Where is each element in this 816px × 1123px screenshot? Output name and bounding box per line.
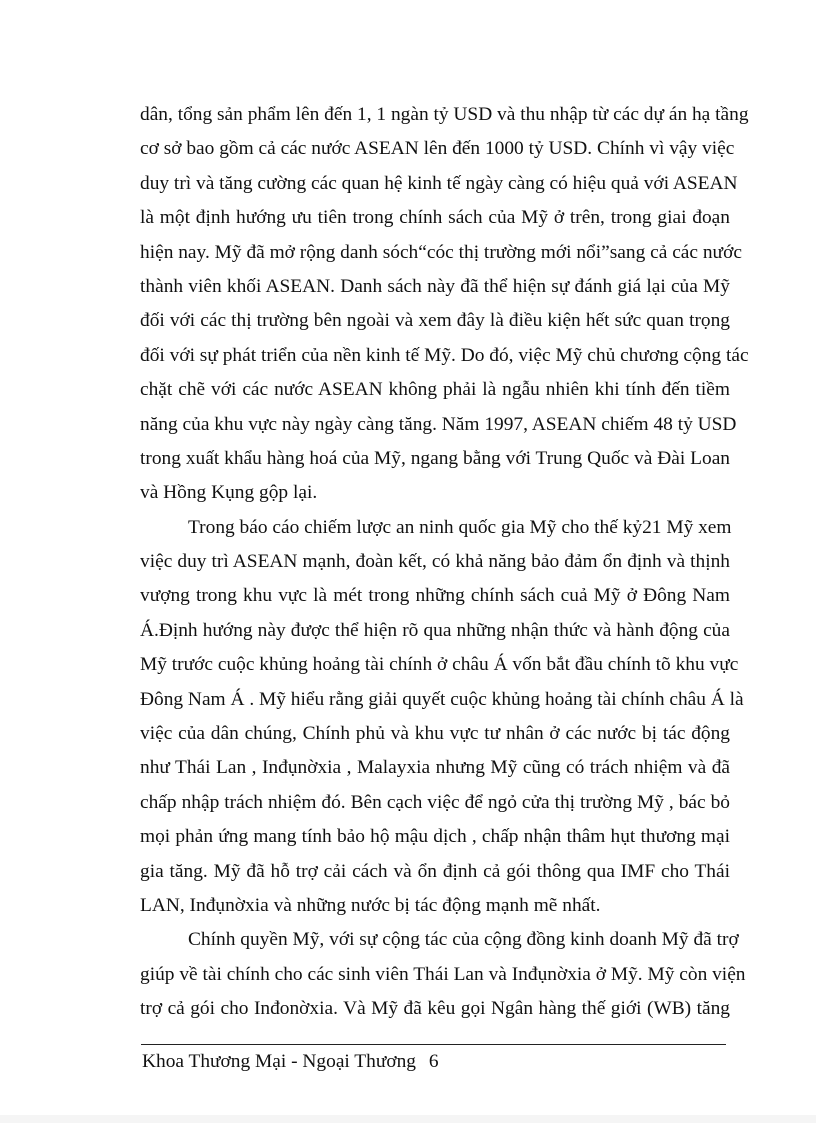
text-line-27: trợ cả gói cho Inđonờxia. Và Mỹ đã kêu gọi Ngân hàng thế giới (WB) tăng [140, 998, 730, 1020]
text-line-23: gia tăng. Mỹ đã hỗ trợ cải cách và ổn định cả gói thông qua IMF cho Thái [140, 860, 730, 882]
text-line-14: việc duy trì ASEAN mạnh, đoàn kết, có khả năng bảo đảm ổn định và thịnh [140, 551, 730, 573]
text-line-15: vượng trong khu vực là mét trong những chính sách cuả Mỹ ở Đông Nam [140, 585, 730, 607]
text-line-6: thành viên khối ASEAN. Danh sách này đã thể hiện sự đánh giá lại của Mỹ [140, 275, 730, 297]
text-line-2: cơ sở bao gồm cả các nước ASEAN lên đến 1000 tỷ USD. Chính vì vậy việc [140, 138, 735, 160]
text-line-4: là một định hướng ưu tiên trong chính sách của Mỹ ở trên, trong giai đoạn [140, 207, 730, 229]
body-text [140, 98, 749, 1027]
text-line-11: trong xuất khẩu hàng hoá của Mỹ, ngang bằng với Trung Quốc và Đài Loan [140, 447, 730, 469]
footer-department: Khoa Thương Mại - Ngoại Thương [142, 1051, 417, 1072]
text-line-22: mọi phản ứng mang tính bảo hộ mậu dịch , chấp nhận thâm hụt thương mại [140, 826, 730, 848]
text-line-5: hiện nay. Mỹ đã mở rộng danh sóch“cóc thị trường mới nổi”sang cả các nước [140, 241, 742, 263]
text-line-7: đối với các thị trường bên ngoài và xem đây là điều kiện hết sức quan trọng [140, 310, 730, 332]
text-line-1: dân, tổng sản phẩm lên đến 1, 1 ngàn tỷ USD và thu nhập từ các dự án hạ tầng [140, 104, 749, 125]
text-line-9: chặt chẽ với các nước ASEAN không phải là ngẫu nhiên khi tính đến tiềm [140, 379, 730, 401]
page-number: 6 [428, 1051, 439, 1072]
footer-divider [141, 1044, 726, 1045]
page-footer [142, 1050, 439, 1074]
text-line-25: Chính quyền Mỹ, với sự cộng tác của cộng đồng kinh doanh Mỹ đã trợ [188, 929, 739, 951]
text-line-24: LAN, Inđụnờxia và những nước bị tác động mạnh mẽ nhất. [140, 894, 601, 916]
page-bottom-edge [0, 1115, 816, 1123]
text-line-8: đối với sự phát triển của nền kinh tế Mỹ. Do đó, việc Mỹ chủ chương cộng tác [140, 344, 749, 366]
text-line-20: như Thái Lan , Inđụnờxia , Malayxia nhưng Mỹ cũng có trách nhiệm và đã [140, 757, 730, 779]
text-line-19: việc của dân chúng, Chính phủ và khu vực tư nhân ở các nước bị tác động [140, 723, 730, 745]
text-line-13: Trong báo cáo chiếm lược an ninh quốc gia Mỹ cho thế kỷ21 Mỹ xem [188, 516, 732, 538]
text-line-18: Đông Nam Á . Mỹ hiểu rằng giải quyết cuộc khủng hoảng tài chính châu Á là [140, 688, 744, 710]
text-line-16: Á.Định hướng này được thể hiện rõ qua những nhận thức và hành động của [140, 619, 730, 641]
text-line-17: Mỹ trước cuộc khủng hoảng tài chính ở châu Á vốn bắt đầu chính tõ khu vực [140, 654, 739, 676]
text-line-3: duy trì và tăng cường các quan hệ kinh tế ngày càng có hiệu quả với ASEAN [140, 172, 738, 194]
text-line-26: giúp về tài chính cho các sinh viên Thái Lan và Inđụnờxia ở Mỹ. Mỹ còn viện [140, 963, 746, 985]
text-line-12: và Hồng Kụng gộp lại. [140, 482, 318, 504]
text-line-21: chấp nhập trách nhiệm đó. Bên cạch việc để ngỏ cửa thị trường Mỹ , bác bỏ [140, 791, 730, 813]
text-line-10: năng của khu vực này ngày càng tăng. Năm 1997, ASEAN chiếm 48 tỷ USD [140, 413, 737, 435]
